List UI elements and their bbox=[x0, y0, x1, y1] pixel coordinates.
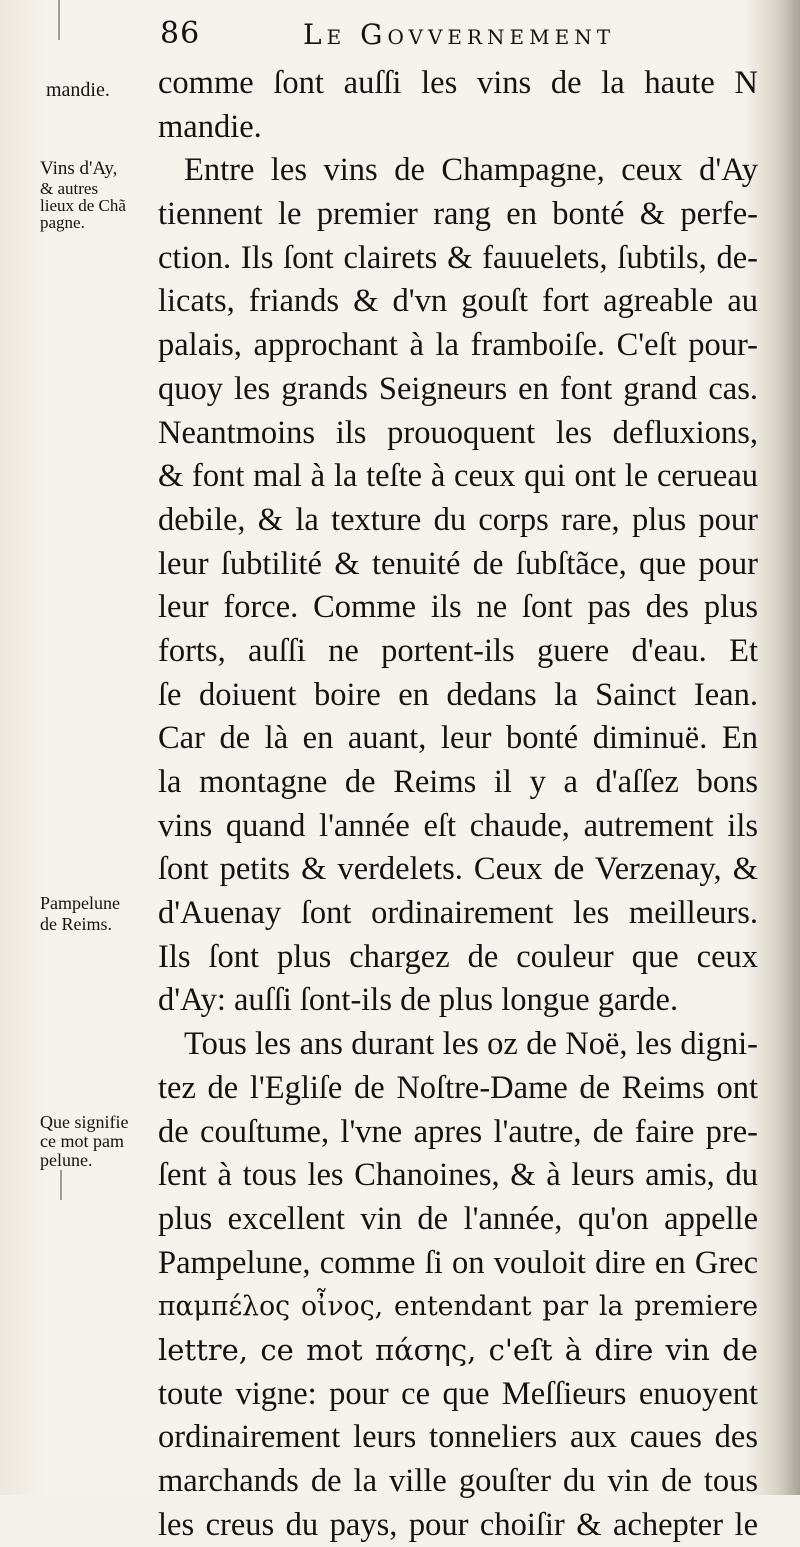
text-line: licats, friands & d'vn gouſt fort agreable au bbox=[158, 283, 758, 320]
margin-note-line: & autres bbox=[40, 179, 99, 198]
text-line: la montagne de Reims il y a d'aſſez bons bbox=[158, 764, 758, 800]
text-line: de couſtume, l'vne apres l'autre, de faire pre- bbox=[158, 1113, 758, 1150]
page-blemish bbox=[58, 0, 60, 40]
margin-note-line: Que signifie bbox=[40, 1112, 129, 1132]
margin-note-line: Vins d'Ay, bbox=[40, 158, 118, 179]
text-line-greek: παμπέλος οἶνος, entendant par la premiere bbox=[158, 1291, 758, 1323]
text-line: ordinairement leurs tonneliers aux caues des bbox=[158, 1419, 758, 1456]
text-line: leur force. Comme ils ne ſont pas des plus bbox=[158, 589, 758, 626]
margin-note-que-signifie bbox=[40, 1113, 165, 1170]
text-line-greek: lettre, ce mot πάσης, c'eſt à dire vin de bbox=[158, 1332, 758, 1367]
margin-note-line: de Reims. bbox=[40, 914, 112, 934]
text-line: & font mal à la teſte à ceux qui ont le cerueau bbox=[158, 458, 758, 495]
text-line: quoy les grands Seigneurs en font grand cas. bbox=[158, 370, 758, 407]
text-line: ſont petits & verdelets. Ceux de Verzenay, & bbox=[158, 851, 758, 888]
text-line: forts, auſſi ne portent-ils guere d'eau. Et bbox=[158, 632, 758, 669]
text-line: mandie. bbox=[158, 108, 262, 145]
text-line: vins quand l'année eſt chaude, autrement ils bbox=[158, 807, 758, 844]
text-line: debile, & la texture du corps rare, plus pour bbox=[158, 501, 758, 538]
body-text bbox=[158, 62, 758, 1547]
page-header bbox=[0, 14, 800, 60]
text-line: Tous les ans durant les oz de Noë, les digni- bbox=[184, 1026, 758, 1063]
text-line: tiennent le premier rang en bonté & perfe- bbox=[158, 196, 758, 233]
margin-note-line: pagne. bbox=[40, 213, 85, 232]
text-line: Car de là en auant, leur bonté diminuë. En bbox=[158, 720, 758, 757]
text-line: Pampelune, comme ſi on vouloit dire en Grec bbox=[158, 1244, 758, 1281]
text-line: palais, approchant à la framboiſe. C'eſt pour- bbox=[158, 327, 758, 364]
text-line: d'Ay: auſſi ſont-ils de plus longue garde. bbox=[158, 982, 679, 1019]
margin-note-line: pelune. bbox=[40, 1150, 93, 1170]
margin-note-line: mandie. bbox=[46, 79, 110, 101]
text-line: leur ſubtilité & tenuité de ſubſtãce, que pour bbox=[158, 545, 758, 582]
text-line: comme ſont auſſi les vins de la haute N bbox=[158, 65, 758, 101]
text-line: ſe doiuent boire en dedans la Sainct Iean. bbox=[158, 676, 758, 713]
text-line: tez de l'Egliſe de Noſtre-Dame de Reims ont bbox=[158, 1069, 758, 1106]
margin-note-vins-ay bbox=[40, 158, 165, 231]
margin-note-line: lieux de Chã bbox=[40, 196, 126, 215]
text-line: les creus du pays, pour choiſir & achepter le bbox=[158, 1506, 758, 1543]
margin-note-pampelune bbox=[40, 893, 165, 935]
text-line: ſent à tous les Chanoines, & à leurs amis, du bbox=[158, 1157, 758, 1194]
text-line: Entre les vins de Champagne, ceux d'Ay bbox=[184, 152, 758, 189]
text-line: Ils ſont plus chargez de couleur que ceux bbox=[158, 938, 758, 975]
running-head: Le Govvernement bbox=[303, 18, 616, 51]
text-line: ction. Ils ſont clairets & fauuelets, ſubtils, de- bbox=[158, 239, 758, 276]
text-line: marchands de la ville gouſter du vin de tous bbox=[158, 1463, 758, 1499]
text-line: toute vigne: pour ce que Meſſieurs enuoyent bbox=[158, 1375, 758, 1412]
text-line: Neantmoins ils prouoquent les defluxions, bbox=[158, 414, 758, 451]
text-line: d'Auenay ſont ordinairement les meilleurs. bbox=[158, 895, 758, 932]
page-blemish bbox=[60, 1170, 62, 1200]
margin-note-line: ce mot pam bbox=[40, 1131, 124, 1151]
margin-note-mandie bbox=[46, 80, 171, 100]
page-number: 86 bbox=[160, 16, 201, 51]
margin-note-line: Pampelune bbox=[40, 893, 120, 913]
text-line: plus excellent vin de l'année, qu'on appelle bbox=[158, 1200, 758, 1237]
